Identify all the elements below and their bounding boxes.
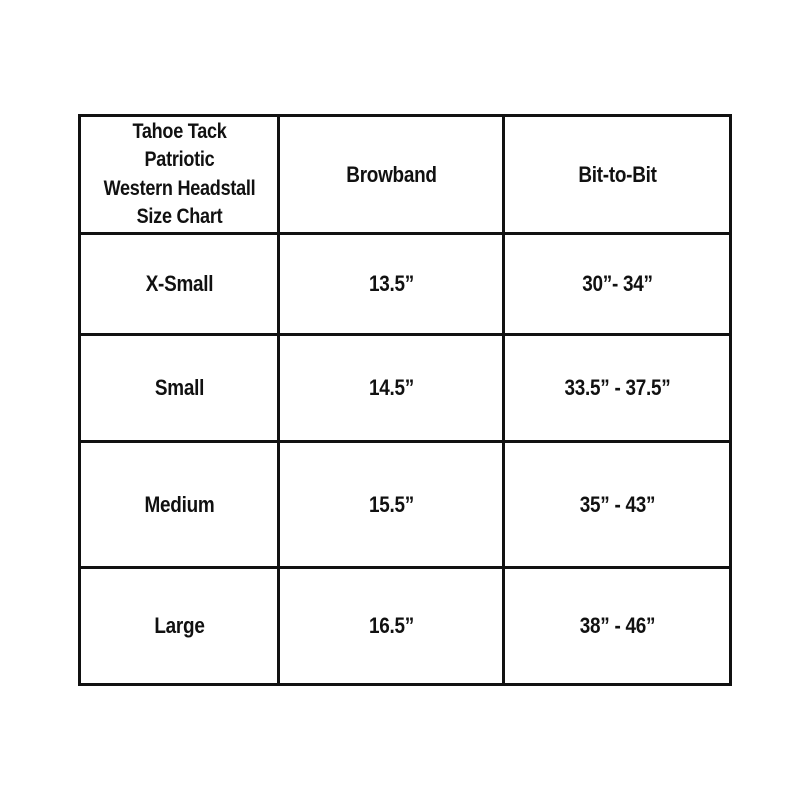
title-line-3: Size Chart (136, 204, 222, 228)
bit-to-bit-value: 35” - 43” (579, 491, 655, 517)
browband-cell (294, 568, 488, 685)
size-cell (93, 234, 264, 335)
size-label: X-Small (145, 271, 213, 297)
size-cell (93, 568, 264, 685)
title-line-2: Western Headstall (103, 176, 255, 200)
browband-value: 15.5” (368, 491, 414, 517)
size-label: Small (154, 375, 204, 401)
browband-cell (294, 335, 488, 442)
browband-value: 14.5” (368, 375, 414, 401)
bit-to-bit-cell (519, 568, 714, 685)
bit-to-bit-cell (519, 234, 714, 335)
bit-to-bit-header-label: Bit-to-Bit (577, 161, 657, 187)
table-row (80, 234, 731, 335)
browband-cell (294, 234, 488, 335)
browband-value: 16.5” (368, 613, 414, 639)
browband-header (294, 116, 488, 234)
browband-value: 13.5” (368, 271, 414, 297)
table-row (80, 335, 731, 442)
bit-to-bit-value: 38” - 46” (579, 613, 655, 639)
browband-cell (294, 442, 488, 568)
bit-to-bit-value: 33.5” - 37.5” (563, 375, 671, 401)
browband-header-label: Browband (345, 161, 437, 187)
size-chart-table (78, 114, 732, 686)
size-cell (93, 442, 264, 568)
bit-to-bit-cell (519, 442, 714, 568)
bit-to-bit-header (519, 116, 714, 234)
size-label: Medium (144, 491, 214, 517)
table-header-row (80, 116, 731, 234)
size-label: Large (153, 613, 205, 639)
size-cell (93, 335, 264, 442)
bit-to-bit-cell (519, 335, 714, 442)
table-title-cell (93, 116, 264, 234)
table-row (80, 442, 731, 568)
title-line-1: Tahoe Tack Patriotic (131, 119, 227, 172)
bit-to-bit-value: 30”- 34” (581, 271, 653, 297)
table-row (80, 568, 731, 685)
